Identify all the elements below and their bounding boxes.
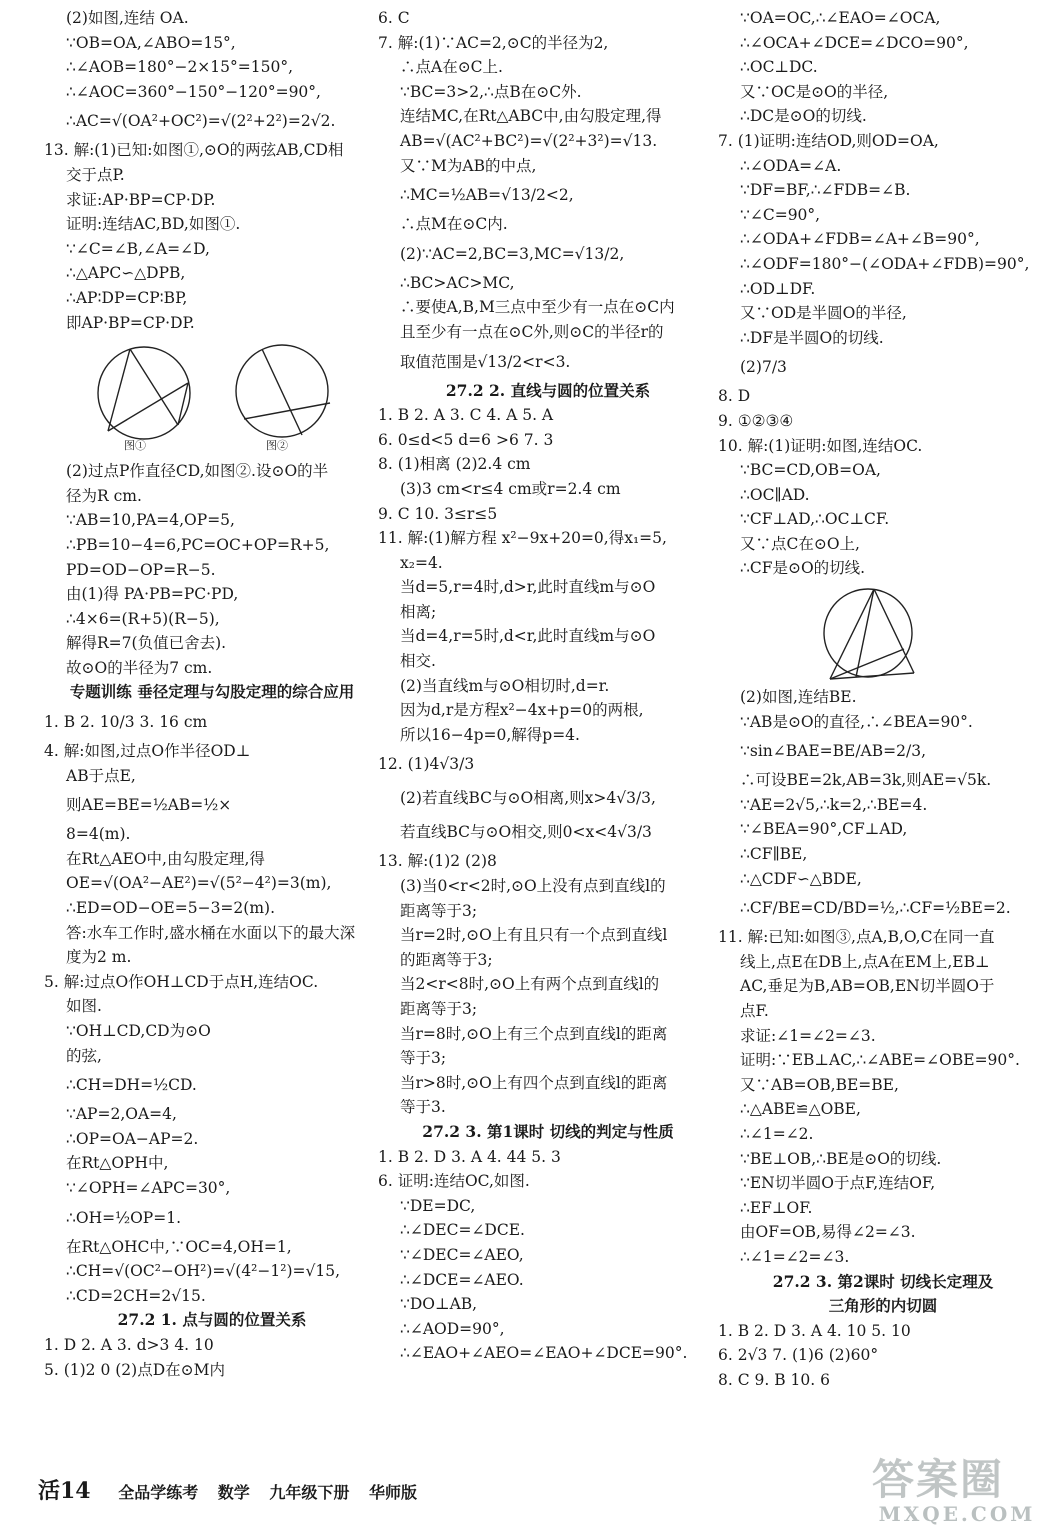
text-line: ∵DF=BF,∴∠FDB=∠B. [740,181,911,200]
text-line: 6. C [378,9,410,27]
page-footer [38,1474,431,1505]
text-line: 线上,点E在DB上,点A在EM上,EB⊥ [740,952,990,971]
text-line: ∴OC⊥DC. [740,58,818,77]
text-line: 等于3. [400,1098,446,1117]
text-line: 证明:连结AC,BD,如图①. [66,215,241,234]
column-left [44,6,380,1382]
text-line: 径为R cm. [66,486,142,505]
text-line: 度为2 m. [66,948,132,967]
text-line: ∴∠OCA+∠DCE=∠DCO=90°, [740,33,969,52]
text-line: 距离等于3; [400,1000,478,1018]
text-line: ∴∠AOB=180°−2×15°=150°, [66,58,294,77]
section-heading: 27.2 3. 第1课时 切线的判定与性质 [422,1121,674,1141]
text-line: 点F. [740,1002,769,1020]
text-line: ∴DC是⊙O的切线. [740,107,867,126]
text-line: 由(1)得 PA·PB=PC·PD, [66,585,239,604]
text-line: (2)如图,连结BE. [740,688,857,707]
text-line: ∴点A在⊙C上. [400,58,503,77]
text-line: ∵∠C=90°, [740,205,821,224]
text-line: ∵DO⊥AB, [400,1295,478,1314]
text-line: 1. D 2. A 3. d>3 4. 10 [44,1335,214,1354]
text-line: ∴PB=10−4=6,PC=OC+OP=R+5, [66,535,330,554]
text-line: ∵AB=10,PA=4,OP=5, [66,511,235,530]
text-line: (2)若直线BC与⊙O相离,则x>4√3/3, [400,789,656,808]
text-line: 8=4(m). [66,825,131,844]
text-line: ∴CH=DH=½CD. [66,1076,197,1095]
text-line: ∴AC=√(OA²+OC²)=√(2²+2²)=2√2. [66,112,336,131]
text-line: 因为d,r是方程x²−4x+p=0的两根, [400,701,644,720]
text-line: ∵∠BEA=90°,CF⊥AD, [740,820,908,839]
figure-caption-2: 图② [266,439,288,453]
text-line: 证明:∵EB⊥AC,∴∠ABE=∠OBE=90°. [740,1051,1020,1070]
text-line: ∴∠1=∠2. [740,1124,814,1143]
text-line: 解得R=7(负值已舍去). [66,634,227,653]
text-line: 7. (1)证明:连结OD,则OD=OA, [718,131,939,150]
text-line: ∴CF/BE=CD/BD=½,∴CF=½BE=2. [740,899,1011,918]
text-line: 又∵OC是⊙O的半径, [740,82,889,101]
text-line: ∴4×6=(R+5)(R−5), [66,609,220,628]
text-line: (2)当直线m与⊙O相切时,d=r. [400,676,610,695]
watermark-title: 答案圈 [872,1455,1005,1504]
column-middle [378,6,718,1366]
text-line: 相交. [400,652,436,671]
text-line: ∴CF∥BE, [740,845,808,864]
text-line: 又∵点C在⊙O上, [740,534,860,553]
text-line: AC,垂足为B,AB=OB,EN切半圆O于 [740,977,995,996]
text-line: AB=√(AC²+BC²)=√(2²+3²)=√13. [400,131,658,150]
subject: 数学 [217,1483,250,1502]
text-line: 如图. [66,997,102,1016]
text-line: ∴点M在⊙C内. [400,215,508,234]
text-line: 在Rt△OPH中, [66,1154,169,1173]
section-heading: 27.2 3. 第2课时 切线长定理及 [772,1271,994,1291]
column-right [718,6,1048,1393]
text-line: (2)过点P作直径CD,如图②.设⊙O的半 [66,462,329,481]
text-line: 连结MC,在Rt△ABC中,由勾股定理,得 [400,107,662,126]
text-line: 故⊙O的半径为7 cm. [66,658,213,677]
text-line: (2)如图,连结 OA. [66,9,189,27]
section-heading: 27.2 1. 点与圆的位置关系 [117,1310,307,1330]
text-line: 又∵M为AB的中点, [400,156,537,175]
text-line: ∴△CDF∽△BDE, [740,869,862,888]
text-line: ∵BE⊥OB,∴BE是⊙O的切线. [740,1149,942,1168]
text-line: ∴BC>AC>MC, [400,273,515,292]
figure-caption-1: 图① [124,439,146,453]
text-line: OE=√(OA²−AE²)=√(5²−4²)=3(m), [66,874,332,893]
text-line: AB于点E, [66,766,136,785]
text-line: ∴AP∶DP=CP∶BP, [66,288,188,307]
text-line: ∴DF是半圆O的切线. [740,328,884,347]
text-line: ∴△APC∽△DPB, [66,264,186,283]
section-heading: 专题训练 垂径定理与勾股定理的综合应用 [69,682,355,702]
section-heading: 27.2 2. 直线与圆的位置关系 [445,380,651,400]
text-line: ∵AB是⊙O的直径,∴∠BEA=90°. [740,712,973,731]
text-line: ∵AP=2,OA=4, [66,1105,177,1124]
text-line: 则AE=BE=½AB=½× [66,796,232,815]
text-line: ∴∠1=∠2=∠3. [740,1247,850,1266]
text-line: 13. 解:(1)2 (2)8 [378,852,497,871]
section-heading: 三角形的内切圆 [828,1296,938,1316]
text-line: 等于3; [400,1049,447,1068]
text-line: 答:水车工作时,盛水桶在水面以下的最大深 [66,923,356,942]
text-line: 在Rt△AEO中,由勾股定理,得 [66,849,265,868]
text-line: 9. ①②③④ [718,411,794,430]
text-line: ∴要使A,B,M三点中至少有一点在⊙C内 [400,298,675,317]
figure-13 [44,339,380,455]
text-line: ∵sin∠BAE=BE/AB=2/3, [740,742,926,761]
text-line: 10. 解:(1)证明:如图,连结OC. [718,436,923,455]
text-line: 11. 解:(1)解方程 x²−9x+20=0,得x₁=5, [378,529,667,548]
figure-10 [718,585,1048,681]
page-number: 活14 [38,1478,91,1504]
text-line: ∵CF⊥AD,∴OC⊥CF. [740,510,890,529]
text-line: 的弦, [66,1046,102,1065]
text-line: ∴OH=½OP=1. [66,1208,182,1227]
text-line: 5. 解:过点O作OH⊥CD于点H,连结OC. [44,972,319,991]
text-line: 且至少有一点在⊙C外,则⊙C的半径r的 [400,322,664,341]
text-line: ∵∠DEC=∠AEO, [400,1245,524,1264]
text-line: 8. C 9. B 10. 6 [718,1370,830,1389]
text-line: ∴MC=½AB=√13/2<2, [400,186,574,205]
text-line: ∵OH⊥CD,CD为⊙O [66,1022,211,1040]
text-line: ∴∠EAO+∠AEO=∠EAO+∠DCE=90°. [400,1344,688,1363]
text-line: ∴OP=OA−AP=2. [66,1129,199,1148]
text-line: ∵EN切半圆O于点F,连结OF, [740,1174,936,1193]
circle-chord-diagrams [44,339,344,455]
text-line: ∵AE=2√5,∴k=2,∴BE=4. [740,795,928,814]
text-line: (2)∵AC=2,BC=3,MC=√13/2, [400,244,625,263]
text-line: 6. 2√3 7. (1)6 (2)60° [718,1346,879,1365]
text-line: ∵OB=OA,∠ABO=15°, [66,33,236,52]
text-line: 若直线BC与⊙O相交,则0<x<4√3/3 [400,823,652,842]
text-line: ∴∠ODF=180°−(∠ODA+∠FDB)=90°, [740,254,1030,273]
watermark [872,1455,1042,1530]
book-title: 全品学练考 [118,1483,199,1502]
text-line: 4. 解:如图,过点O作半径OD⊥ [44,742,251,761]
text-line: ∴∠DCE=∠AEO. [400,1270,524,1289]
text-line: 6. 证明:连结OC,如图. [378,1172,530,1191]
text-line: ∴OC∥AD. [740,485,810,504]
text-line: ∵OA=OC,∴∠EAO=∠OCA, [740,9,941,27]
text-line: ∵DE=DC, [400,1196,476,1215]
text-line: 的距离等于3; [400,950,493,969]
text-line: 当r>8时,⊙O上有四个点到直线l的距离 [400,1073,668,1092]
text-line: 1. B 2. D 3. A 4. 10 5. 10 [718,1321,911,1340]
text-line: 7. 解:(1)∵AC=2,⊙C的半径为2, [378,33,609,52]
text-line: 5. (1)2 0 (2)点D在⊙M内 [44,1360,225,1379]
text-line: 求证:∠1=∠2=∠3. [740,1026,876,1045]
text-line: PD=OD−OP=R−5. [66,560,216,579]
text-line: 6. 0≤d<5 d=6 >6 7. 3 [378,430,554,449]
text-line: ∵BC=CD,OB=OA, [740,461,881,480]
text-line: ∴∠AOD=90°, [400,1319,505,1338]
text-line: 交于点P. [66,165,125,184]
text-line: ∴OD⊥DF. [740,279,816,298]
text-line: ∴∠AOC=360°−150°−120°=90°, [66,82,321,101]
text-line: 由OF=OB,易得∠2=∠3. [740,1223,916,1242]
text-line: ∴CH=√(OC²−OH²)=√(4²−1²)=√15, [66,1262,341,1281]
text-line: 当r=8时,⊙O上有三个点到直线l的距离 [400,1024,668,1043]
edition: 华师版 [368,1483,417,1502]
text-line: 当r=2时,⊙O上有且只有一个点到直线l [400,926,668,945]
text-line: 距离等于3; [400,901,478,920]
text-line: 13. 解:(1)已知:如图①,⊙O的两弦AB,CD相 [44,141,344,160]
text-line: 11. 解:已知:如图③,点A,B,O,C在同一直 [718,928,995,947]
text-line: ∵∠C=∠B,∠A=∠D, [66,239,210,258]
text-line: 当d=5,r=4时,d>r,此时直线m与⊙O [400,578,656,597]
text-line: ∴EF⊥OF. [740,1198,813,1217]
text-line: ∴∠ODA+∠FDB=∠A+∠B=90°, [740,230,980,249]
text-line: 8. (1)相离 (2)2.4 cm [378,455,531,474]
tangent-circle-diagram [718,585,1018,681]
text-line: 又∵AB=OB,BE=BE, [740,1075,899,1094]
text-line: ∴CF是⊙O的切线. [740,559,866,578]
text-line: 即AP·BP=CP·DP. [66,313,195,332]
watermark-url: MXQE.COM [878,1502,1036,1526]
text-line: ∴可设BE=2k,AB=3k,则AE=√5k. [740,771,992,790]
text-line: 求证:AP·BP=CP·DP. [66,190,216,209]
text-line: 当2<r<8时,⊙O上有两个点到直线l的 [400,975,660,994]
text-line: 取值范围是√13/2<r<3. [400,352,571,371]
text-line: 所以16−4p=0,解得p=4. [400,725,580,744]
text-line: 12. (1)4√3/3 [378,755,475,774]
text-line: ∴CD=2CH=2√15. [66,1286,206,1305]
text-line: ∴ED=OD−OE=5−3=2(m). [66,899,276,918]
text-line: 在Rt△OHC中,∵OC=4,OH=1, [66,1237,292,1256]
text-line: 8. D [718,387,751,406]
text-line: ∵∠OPH=∠APC=30°, [66,1178,231,1197]
text-line: (2)7/3 [740,358,787,377]
text-line: 1. B 2. D 3. A 4. 44 5. 3 [378,1147,561,1166]
text-line: (3)当0<r<2时,⊙O上没有点到直线l的 [400,877,666,896]
text-line: ∴∠ODA=∠A. [740,156,842,175]
text-line: ∴△ABE≌△OBE, [740,1100,861,1119]
text-line: 相离; [400,602,437,621]
grade: 九年级下册 [269,1483,350,1502]
text-line: ∵BC=3>2,∴点B在⊙C外. [400,82,582,101]
text-line: ∴∠DEC=∠DCE. [400,1221,525,1240]
text-line: 1. B 2. A 3. C 4. A 5. A [378,406,554,425]
text-line: 1. B 2. 10/3 3. 16 cm [44,713,208,732]
text-line: 又∵OD是半圆O的半径, [740,304,907,323]
text-line: 9. C 10. 3≤r≤5 [378,504,498,523]
text-line: (3)3 cm<r≤4 cm或r=2.4 cm [400,479,621,498]
text-line: 当d=4,r=5时,d<r,此时直线m与⊙O [400,627,656,646]
text-line: x₂=4. [400,553,443,572]
